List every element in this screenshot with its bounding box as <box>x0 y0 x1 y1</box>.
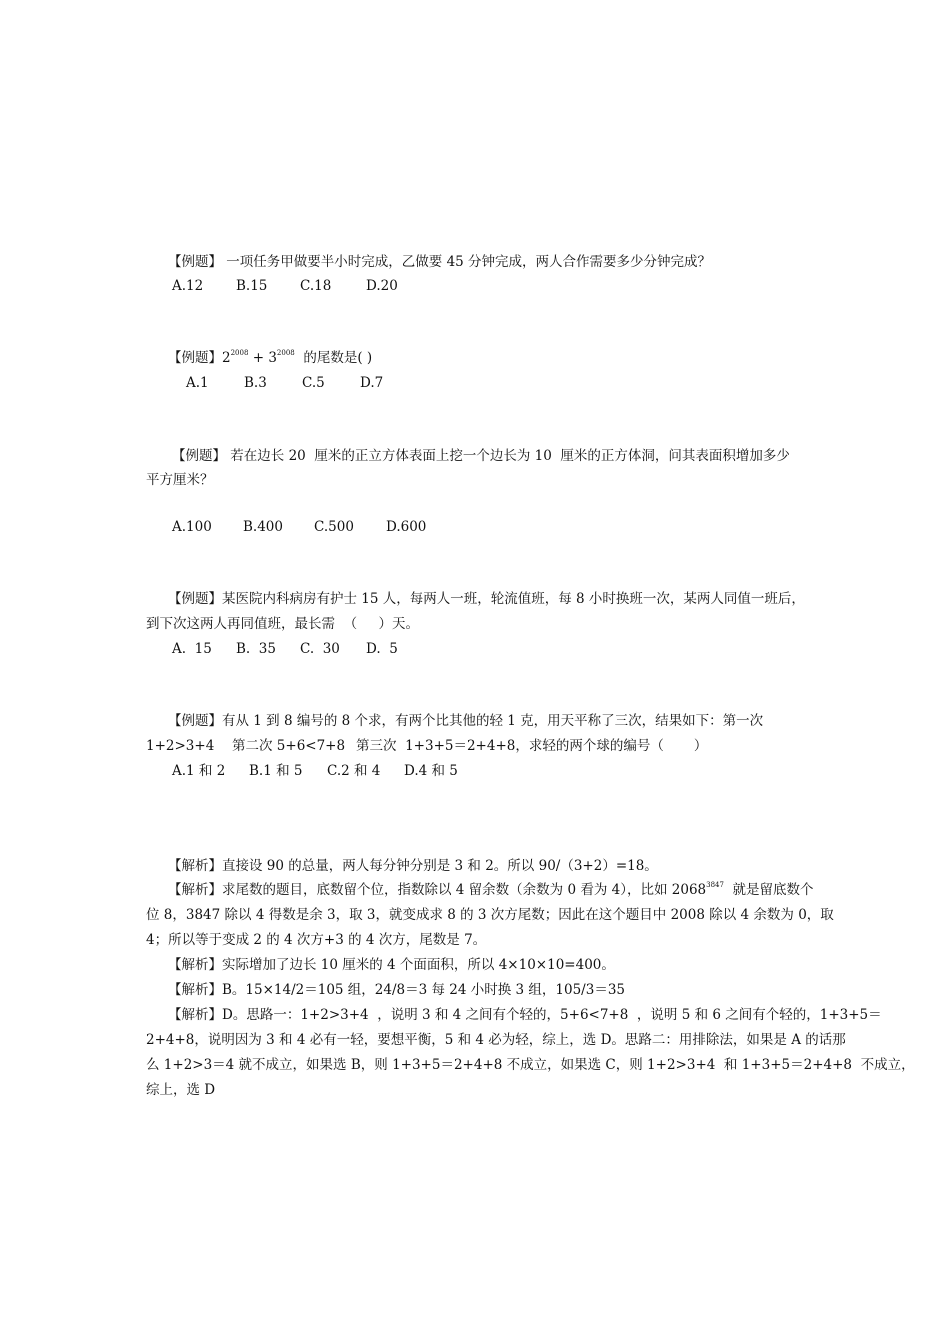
option-b: B.400 <box>243 519 283 535</box>
option-a: A.100 <box>172 519 212 535</box>
question-5-line-2 <box>146 736 707 756</box>
option-d: D.7 <box>360 375 384 391</box>
question-5-options <box>172 761 458 781</box>
option-a: A. 15 <box>172 641 212 657</box>
analysis-label: 【解析】 <box>168 882 222 898</box>
analysis-1 <box>168 856 658 876</box>
question-1 <box>168 252 711 272</box>
analysis-text: D。思路一：1+2>3+4 ，说明 3 和 4 之间有个轻的，5+6<7+8 ，说明 5 和 6 之间有个轻的，1+3+5＝ <box>222 1007 882 1023</box>
question-text: 到下次这两人再同值班，最长需 （ ）天。 <box>146 616 420 632</box>
base-1: 2 <box>222 350 231 366</box>
option-c: C.2 和 4 <box>327 763 381 779</box>
question-4-options <box>172 639 398 659</box>
question-label: 【例题】 <box>168 254 222 270</box>
analysis-text: B。15×14/2＝105 组，24/8＝3 每 24 小时换 3 组，105/3＝35 <box>222 982 625 998</box>
option-c: C.18 <box>300 278 332 294</box>
option-a: A.1 <box>186 375 209 391</box>
plus-sign: + <box>248 350 269 366</box>
question-text: 的尾数是( ) <box>294 350 373 366</box>
exponent-1: 2008 <box>230 349 249 357</box>
analysis-label: 【解析】 <box>168 982 222 998</box>
analysis-text: 2+4+8，说明因为 3 和 4 必有一轻，要想平衡，5 和 4 必为轻，综上，选 D。思路二：用排除法，如果是 A 的话那 <box>146 1032 846 1048</box>
question-label: 【例题】 <box>168 591 222 607</box>
analysis-5-line-3 <box>146 1055 915 1075</box>
analysis-text: 综上，选 D <box>146 1082 216 1098</box>
analysis-2-line-1 <box>168 880 814 900</box>
option-a: A.1 和 2 <box>172 763 226 779</box>
option-d: D. 5 <box>366 641 398 657</box>
analysis-text: 么 1+2>3＝4 就不成立，如果选 B，则 1+3+5＝2+4+8 不成立，如果选 C，则 1+2>3+4 和 1+3+5＝2+4+8 不成立， <box>146 1057 915 1073</box>
question-text: 若在边长 20 厘米的正立方体表面上挖一个边长为 10 厘米的正方体洞，问其表面积增加多少 <box>226 448 790 464</box>
question-5-line-1 <box>168 711 763 731</box>
question-4-line-2 <box>146 614 419 634</box>
question-text-part-3: 第三次 1+3+5＝2+4+8，求轻的两个球的编号（ ） <box>356 738 708 754</box>
analysis-text: 求尾数的题目，底数留个位，指数除以 4 留余数（余数为 0 看为 4），比如 2068 <box>222 882 707 898</box>
question-text: 平方厘米？ <box>146 472 214 488</box>
analysis-text: 直接设 90 的总量，两人每分钟分别是 3 和 2。所以 90/（3+2）=18。 <box>222 858 658 874</box>
exponent-2: 2008 <box>276 349 295 357</box>
question-3-line-2 <box>146 470 214 490</box>
analysis-text: 实际增加了边长 10 厘米的 4 个面面积，所以 4×10×10=400。 <box>222 957 615 973</box>
analysis-label: 【解析】 <box>168 858 222 874</box>
analysis-label: 【解析】 <box>168 1007 222 1023</box>
option-b: B. 35 <box>236 641 276 657</box>
question-text: 一项任务甲做要半小时完成，乙做要 45 分钟完成，两人合作需要多少分钟完成？ <box>222 254 712 270</box>
option-d: D.20 <box>366 278 398 294</box>
option-a: A.12 <box>172 278 204 294</box>
analysis-5-line-4 <box>146 1080 215 1100</box>
analysis-5-line-1 <box>168 1005 882 1025</box>
analysis-4 <box>168 980 625 1000</box>
question-text-part-1: 1+2>3+4 <box>146 738 215 754</box>
analysis-2-line-3 <box>146 930 486 950</box>
base-2: 3 <box>268 350 277 366</box>
analysis-text: 4；所以等于变成 2 的 4 次方+3 的 4 次方，尾数是 7。 <box>146 932 487 948</box>
question-3-options <box>172 517 426 537</box>
analysis-label: 【解析】 <box>168 957 222 973</box>
question-3-line-1 <box>172 446 790 466</box>
question-4-line-1 <box>168 589 805 609</box>
analysis-2-line-2 <box>146 905 834 925</box>
question-2-options <box>186 373 383 393</box>
option-c: C.5 <box>302 375 325 391</box>
question-1-options <box>172 276 398 296</box>
option-b: B.3 <box>244 375 267 391</box>
option-d: D.600 <box>386 519 427 535</box>
question-text: 某医院内科病房有护士 15 人，每两人一班，轮流值班，每 8 小时换班一次，某两人同值一班后， <box>222 591 805 607</box>
option-c: C.500 <box>314 519 354 535</box>
option-b: B.1 和 5 <box>249 763 303 779</box>
analysis-text: 就是留底数个 <box>723 882 814 898</box>
question-text: 有从 1 到 8 编号的 8 个求，有两个比其他的轻 1 克，用天平称了三次，结果如下：第一次 <box>222 713 764 729</box>
question-label: 【例题】 <box>168 350 222 366</box>
option-d: D.4 和 5 <box>404 763 458 779</box>
analysis-3 <box>168 955 615 975</box>
exponent: 3847 <box>706 881 724 889</box>
question-text-part-2: 第二次 5+6<7+8 <box>232 738 346 754</box>
analysis-5-line-2 <box>146 1030 846 1050</box>
question-2 <box>168 348 372 368</box>
analysis-text: 位 8，3847 除以 4 得数是余 3，取 3，就变成求 8 的 3 次方尾数；因此在这个题目中 2008 除以 4 余数为 0，取 <box>146 907 834 923</box>
option-b: B.15 <box>236 278 268 294</box>
question-label: 【例题】 <box>168 713 222 729</box>
option-c: C. 30 <box>300 641 340 657</box>
question-label: 【例题】 <box>172 448 226 464</box>
